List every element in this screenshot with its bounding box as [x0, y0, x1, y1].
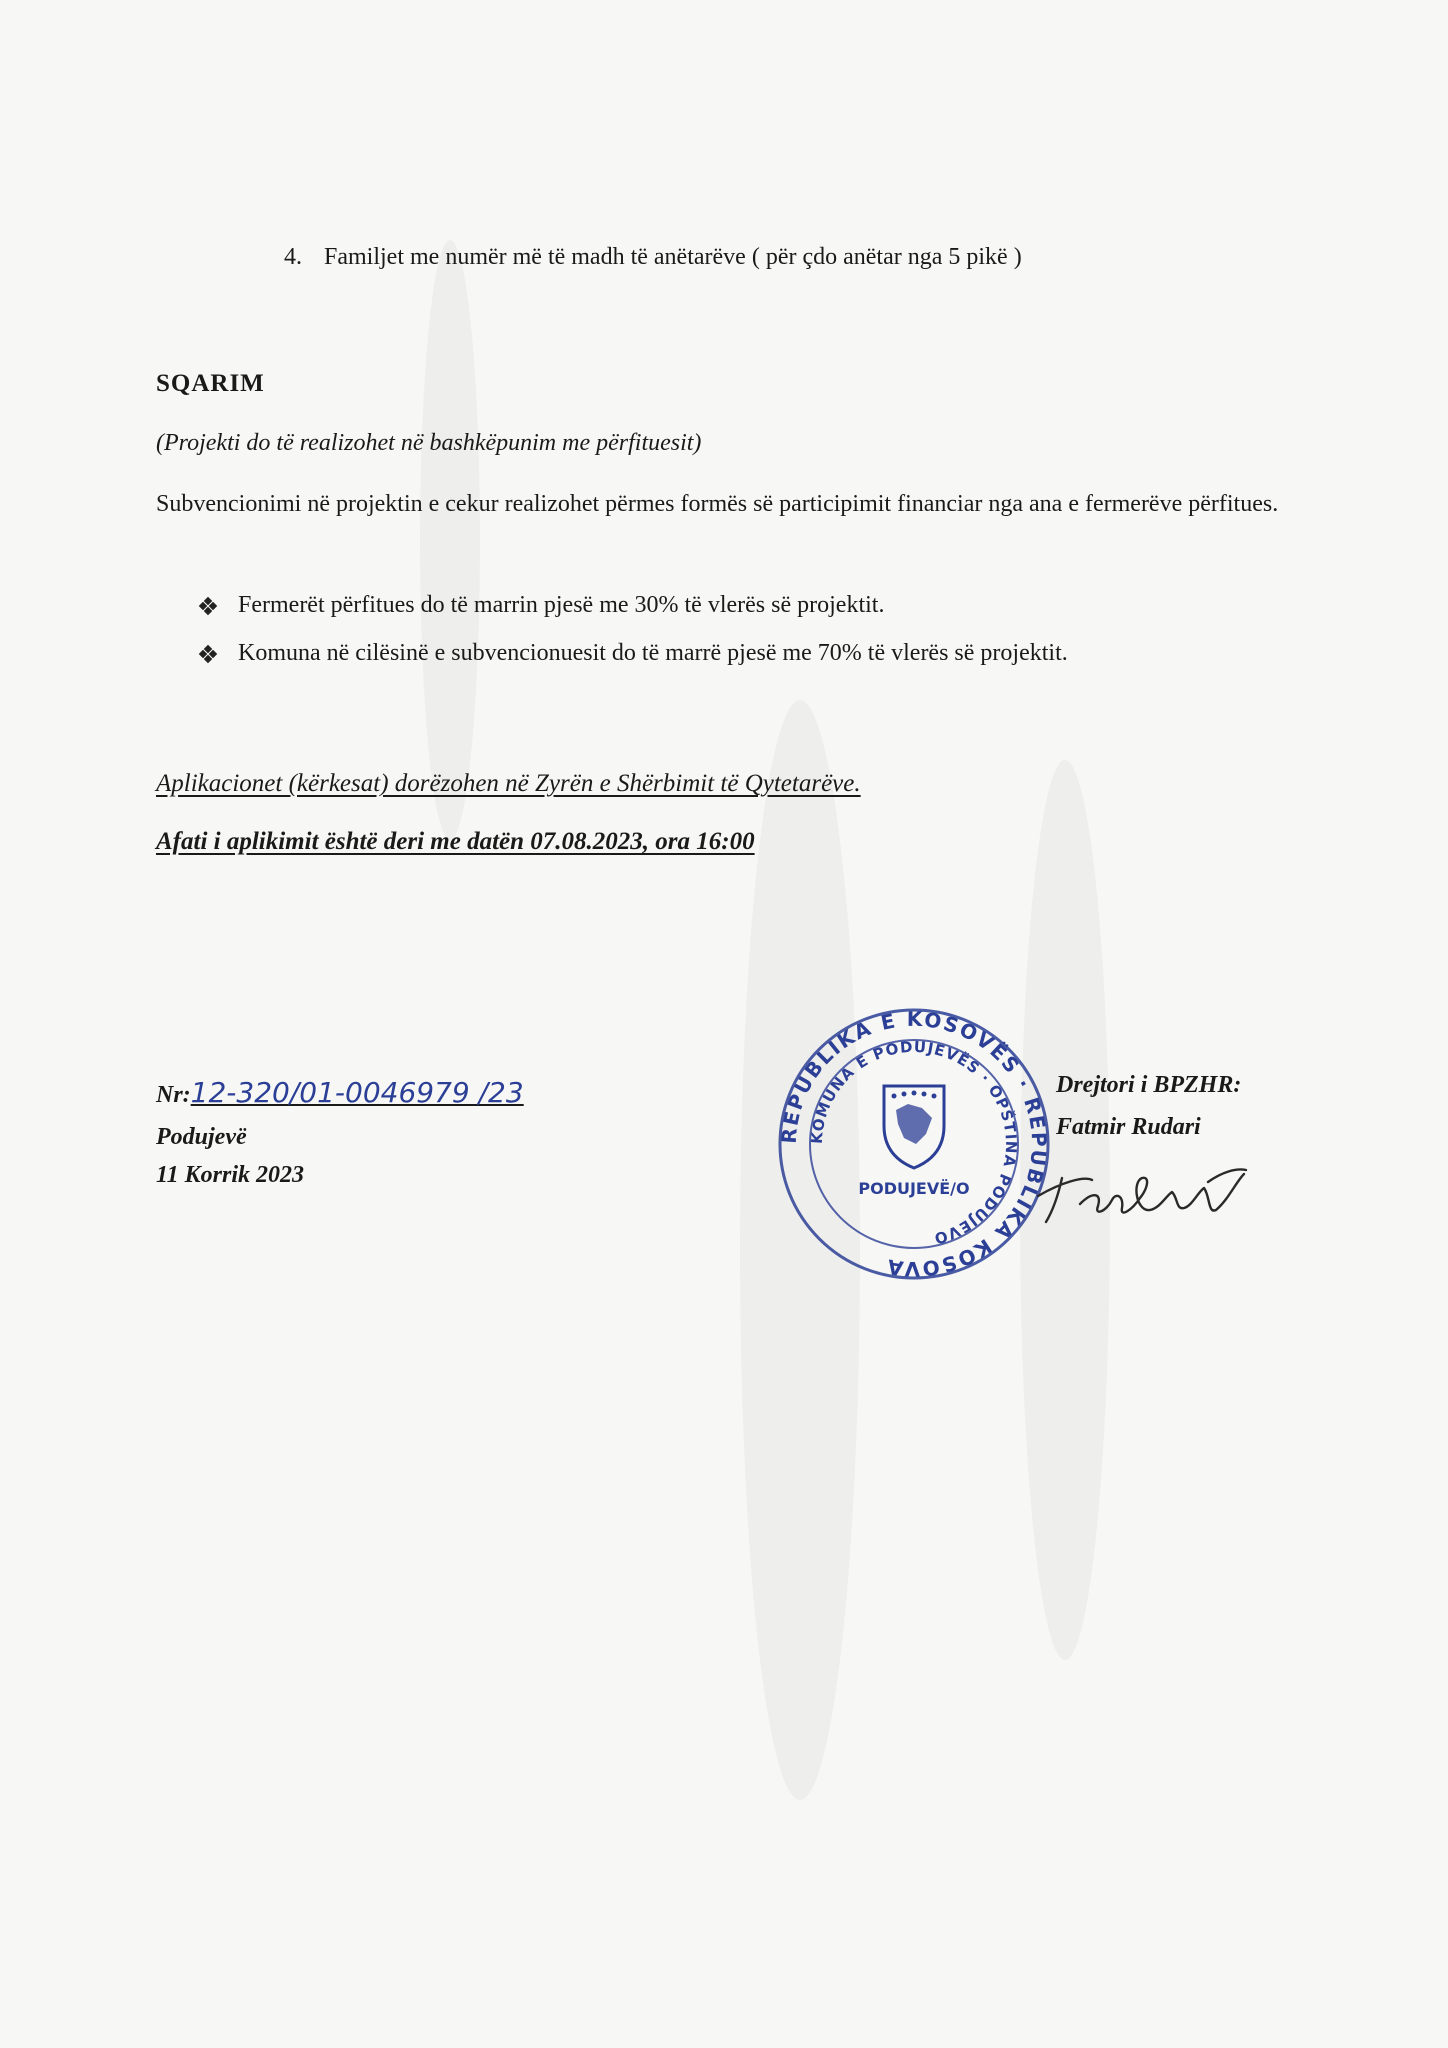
bullet-text: Fermerët përfitues do të marrin pjesë me 30% të vlerës së projektit.	[238, 592, 885, 618]
list-item-4	[284, 244, 1022, 271]
diamond-bullet-icon	[200, 598, 216, 614]
date: 11 Korrik 2023	[156, 1162, 305, 1188]
reference-prefix: Nr:	[156, 1082, 191, 1108]
list-number: 4.	[284, 244, 302, 270]
signatory-title: Drejtori i BPZHR:	[1056, 1072, 1242, 1098]
stamp-outer-text: REPUBLIKA E KOSOVËS · REPUBLIKA KOSOVA	[776, 1006, 1052, 1282]
project-note: (Projekti do të realizohet në bashkëpunim me përfituesit)	[156, 430, 702, 456]
bullet-item	[200, 592, 884, 619]
bullet-text: Komuna në cilësinë e subvencionuesit do të marrë pjesë me 70% të vlerës së projektit.	[238, 640, 1068, 666]
signatory-name: Fatmir Rudari	[1056, 1114, 1201, 1140]
stamp-center-text: PODUJEVË/O	[858, 1179, 970, 1198]
list-text: Familjet me numër më të madh të anëtarëve ( për çdo anëtar nga 5 pikë )	[324, 244, 1022, 270]
bullet-item	[200, 640, 1068, 667]
reference-number	[156, 1076, 524, 1109]
applications-line: Aplikacionet (kërkesat) dorëzohen në Zyrën e Shërbimit të Qytetarëve.	[156, 770, 861, 797]
handwritten-signature	[1032, 1152, 1250, 1232]
paper-crease	[420, 240, 480, 840]
coat-of-arms-icon	[884, 1086, 944, 1168]
section-heading: SQARIM	[156, 370, 265, 397]
place: Podujevë	[156, 1124, 247, 1150]
stamp-inner-text: KOMUNA E PODUJEVËS · OPŠTINA PODUJEVO	[807, 1037, 1021, 1248]
handwritten-reference: 12-320/01-0046979 /23	[190, 1076, 524, 1109]
official-stamp	[776, 1006, 1052, 1282]
subsidy-paragraph: Subvencionimi në projektin e cekur realizohet përmes formës së participimit financiar nga ana e fermerëve përfitues.	[156, 491, 1279, 517]
deadline-line: Afati i aplikimit është deri me datën 07.08.2023, ora 16:00	[156, 828, 755, 855]
diamond-bullet-icon	[200, 646, 216, 662]
